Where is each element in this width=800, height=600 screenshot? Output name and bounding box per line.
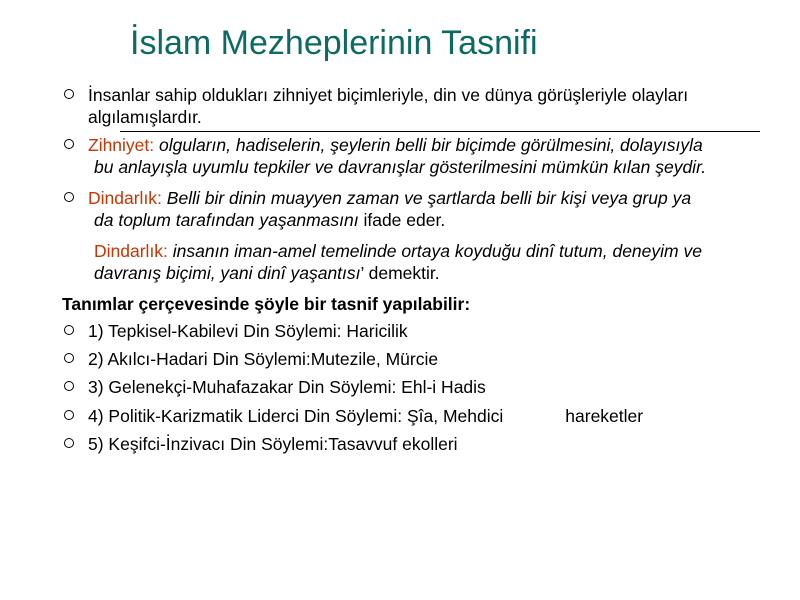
bullet-text-line1: İnsanlar sahip oldukları zihniyet biçimleriyle, din ve dünya görüşleriyle olayları [88, 85, 689, 105]
definition-term: Dindarlık: [88, 188, 162, 208]
definition-text-continued: davranış biçimi, yani dinî yaşantısı [94, 263, 361, 283]
hollow-circle-bullet-icon [64, 192, 74, 202]
hollow-circle-bullet-icon [64, 381, 74, 391]
definition-text: Belli bir dinin muayyen zaman ve şartlarda belli bir kişi veya grup ya [161, 188, 692, 208]
definition-text-continued: bu anlayışla uyumlu tepkiler ve davranışlar gösterilmesini mümkün kılan şeydir. [94, 157, 707, 177]
definition-term: Dindarlık: [94, 241, 168, 261]
slide-title: İslam Mezheplerinin Tasnifi [130, 24, 538, 62]
list-item-extra: hareketler [565, 406, 644, 426]
hollow-circle-bullet-icon [64, 325, 74, 335]
list-item-text: 2) Akılcı-Hadari Din Söylemi:Mutezile, Mürcie [88, 349, 439, 369]
definition-text: insanın iman-amel temelinde ortaya koyduğu dinî tutum, deneyim ve [167, 241, 702, 261]
definition-text-tail: ifade eder. [358, 210, 446, 230]
classification-intro: Tanımlar çerçevesinde şöyle bir tasnif yapılabilir: [62, 294, 471, 314]
hollow-circle-bullet-icon [64, 410, 74, 420]
hollow-circle-bullet-icon [64, 353, 74, 363]
list-item-text: 4) Politik-Karizmatik Liderci Din Söylemi: Şîa, Mehdici [88, 406, 504, 426]
list-item-text: 1) Tepkisel-Kabilevi Din Söylemi: Haricilik [88, 321, 408, 341]
hollow-circle-bullet-icon [64, 438, 74, 448]
hollow-circle-bullet-icon [64, 89, 74, 99]
definition-text-tail: demektir. [363, 263, 440, 283]
definition-term: Zihniyet: [88, 135, 155, 155]
definition-text-continued: da toplum tarafından yaşanmasını [94, 210, 359, 230]
definition-text: olguların, hadiselerin, şeylerin belli bir biçimde görülmesini, dolayısıyla [154, 135, 703, 155]
bullet-text-line2: algılamışlardır. [88, 107, 202, 127]
list-item-text: 5) Keşifci-İnzivacı Din Söylemi:Tasavvuf ekolleri [88, 434, 458, 454]
divider-line [120, 131, 760, 132]
list-item-text: 3) Gelenekçi-Muhafazakar Din Söylemi: Ehl-i Hadis [88, 377, 486, 397]
closing-quote: ’ [360, 263, 364, 283]
hollow-circle-bullet-icon [64, 139, 74, 149]
